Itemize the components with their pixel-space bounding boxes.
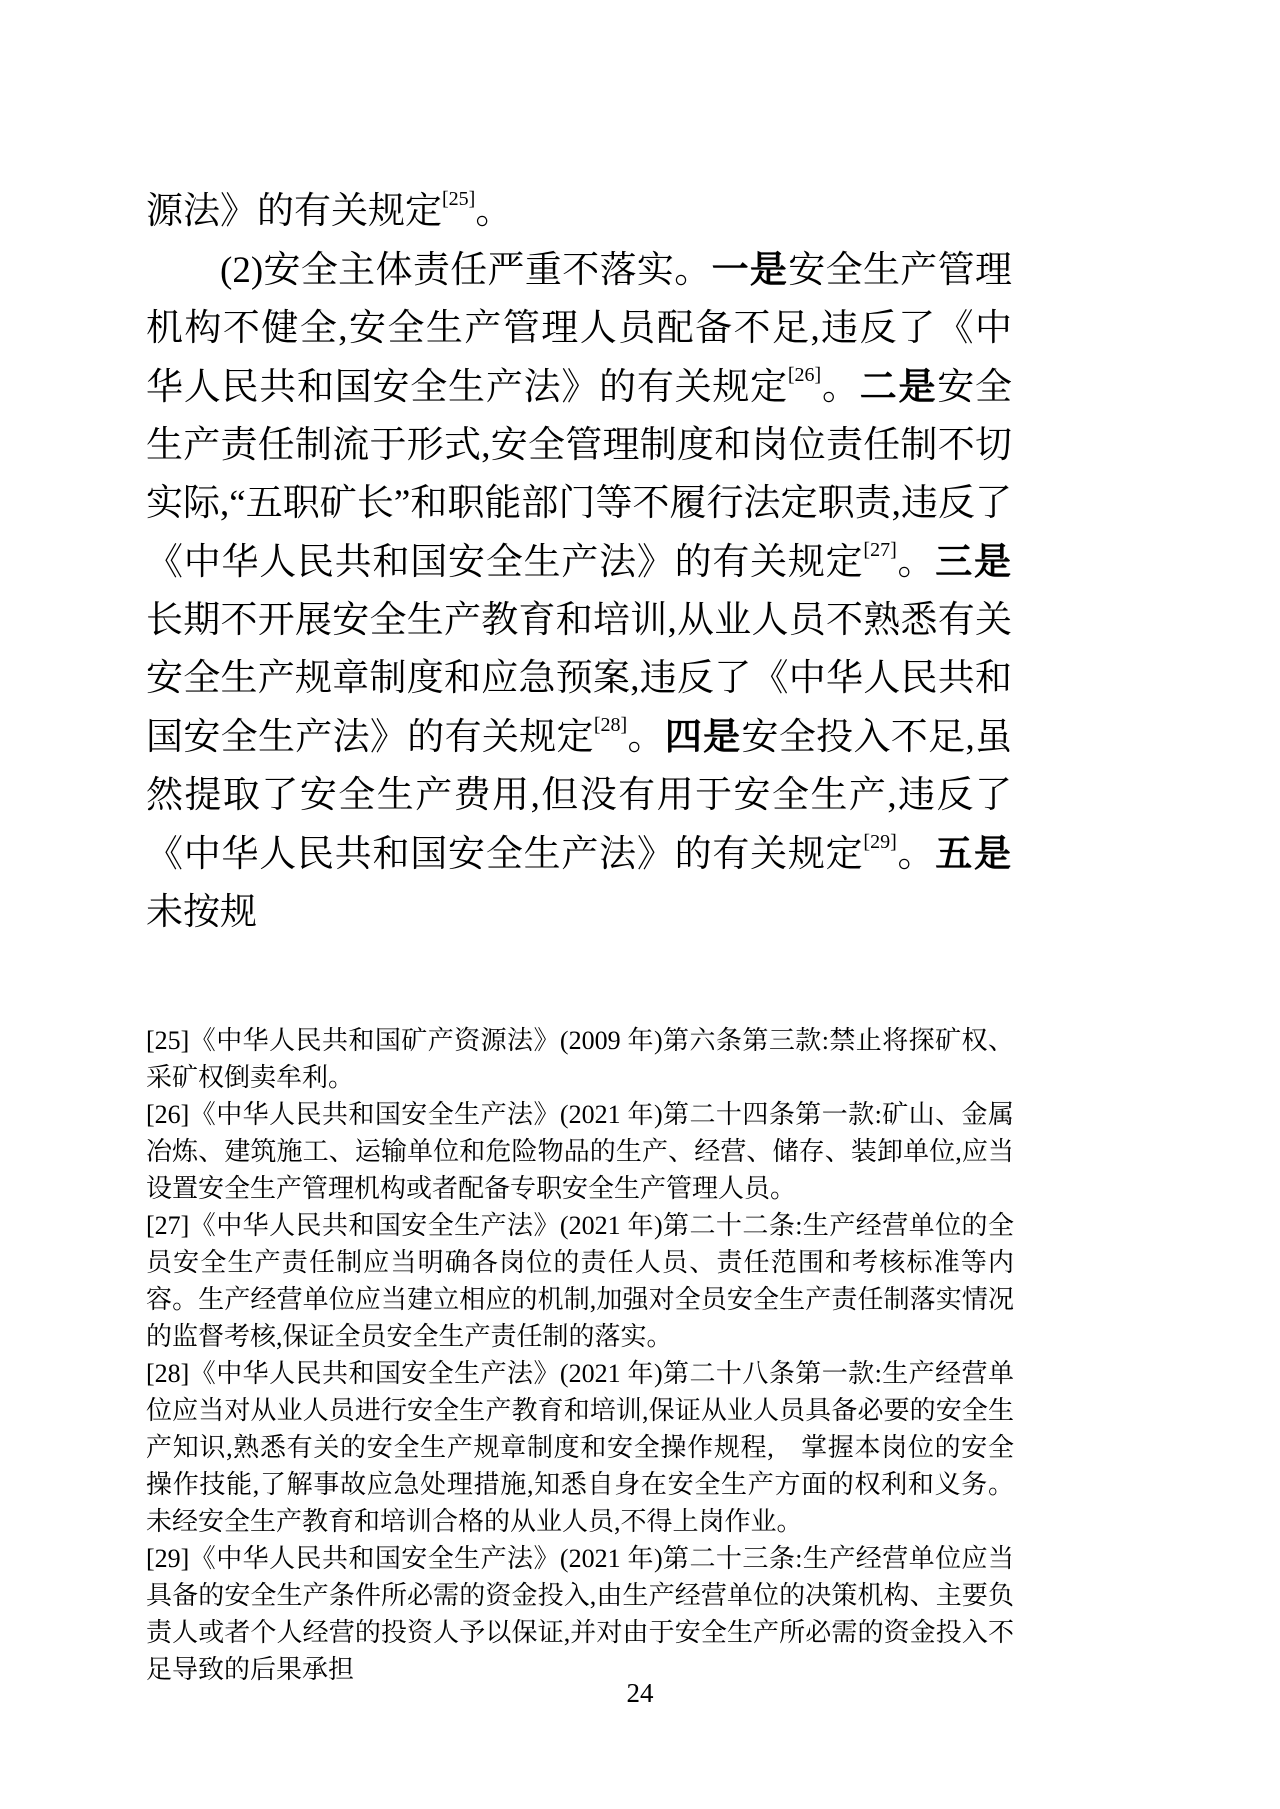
text-run: 。	[821, 367, 860, 408]
emphasis-bold: 五是	[935, 833, 1013, 874]
footnote-ref: [27]	[863, 539, 897, 561]
body-paragraph	[146, 241, 1012, 942]
text-run: 。	[627, 717, 665, 758]
emphasis-bold: 四是	[664, 716, 742, 757]
text-run: 源法》的有关规定	[146, 191, 442, 232]
text-run: 安全投入不足,虽然提取了安全生产费用,但没有用于安全生产,违反了《中华人民共和国安全生产法》的有关规定	[146, 717, 1013, 875]
page-number: 24	[626, 1678, 654, 1708]
footnote-ref: [29]	[863, 831, 897, 853]
text-run: (2)安全主体责任严重不落实。	[220, 250, 712, 291]
body-text	[146, 183, 1012, 942]
emphasis-bold: 三是	[935, 541, 1013, 582]
footnote-ref: [25]	[442, 188, 476, 210]
footnote: [27]《中华人民共和国安全生产法》(2021 年)第二十二条:生产经营单位的全员安全生产责任制应当明确各岗位的责任人员、责任范围和考核标准等内容。生产经营单位应当建立相应的机制,加强对全员安全生产责任制落实情况的监督考核,保证全员安全生产责任制的落实。	[146, 1211, 1014, 1351]
text-run: 。	[475, 191, 513, 232]
footnote: [26]《中华人民共和国安全生产法》(2021 年)第二十四条第一款:矿山、金属冶炼、建筑施工、运输单位和危险物品的生产、经营、储存、装卸单位,应当设置安全生产管理机构或者配备专职安全生产管理人员。	[146, 1100, 1014, 1203]
text-run: 安全生产责任制流于形式,安全管理制度和岗位责任制不切实际,“五职矿长”和职能部门等不履行法定职责,违反了《中华人民共和国安全生产法》的有关规定	[146, 367, 1013, 583]
text-run: 。	[896, 834, 936, 875]
text-run: 。	[896, 542, 936, 583]
emphasis-bold: 二是	[859, 366, 938, 407]
text-run: 长期不开展安全生产教育和培训,从业人员不熟悉有关安全生产规章制度和应急预案,违反了《中华人民共和国安全生产法》的有关规定	[146, 600, 1012, 758]
footnote-ref: [26]	[787, 364, 822, 386]
footnote: [25]《中华人民共和国矿产资源法》(2009 年)第六条第三款:禁止将探矿权、采矿权倒卖牟利。	[146, 1026, 1014, 1092]
footnote-ref: [28]	[593, 714, 628, 736]
footnote: [29]《中华人民共和国安全生产法》(2021 年)第二十三条:生产经营单位应当具备的安全生产条件所必需的资金投入,由生产经营单位的决策机构、主要负责人或者个人经营的投资人予以保证,并对由于安全生产所必需的资金投入不足导致的后果承担	[146, 1544, 1014, 1684]
text-run: 未按规	[146, 892, 257, 933]
footnotes-section	[146, 1022, 1014, 1688]
emphasis-bold: 一是	[711, 249, 789, 290]
text-run: 安全生产管理机构不健全,安全生产管理人员配备不足,违反了《中华人民共和国安全生产法》的有关规定	[146, 250, 1012, 408]
footnote: [28]《中华人民共和国安全生产法》(2021 年)第二十八条第一款:生产经营单位应当对从业人员进行安全生产教育和培训,保证从业人员具备必要的安全生产知识,熟悉有关的安全生产规章制度和安全操作规程, 掌握本岗位的安全操作技能,了解事故应急处理措施,知悉自身在安全生产方面的权利和义务。未经安全生产教育和培训合格的从业人员,不得上岗作业。	[146, 1359, 1014, 1536]
body-paragraph	[146, 183, 1012, 241]
